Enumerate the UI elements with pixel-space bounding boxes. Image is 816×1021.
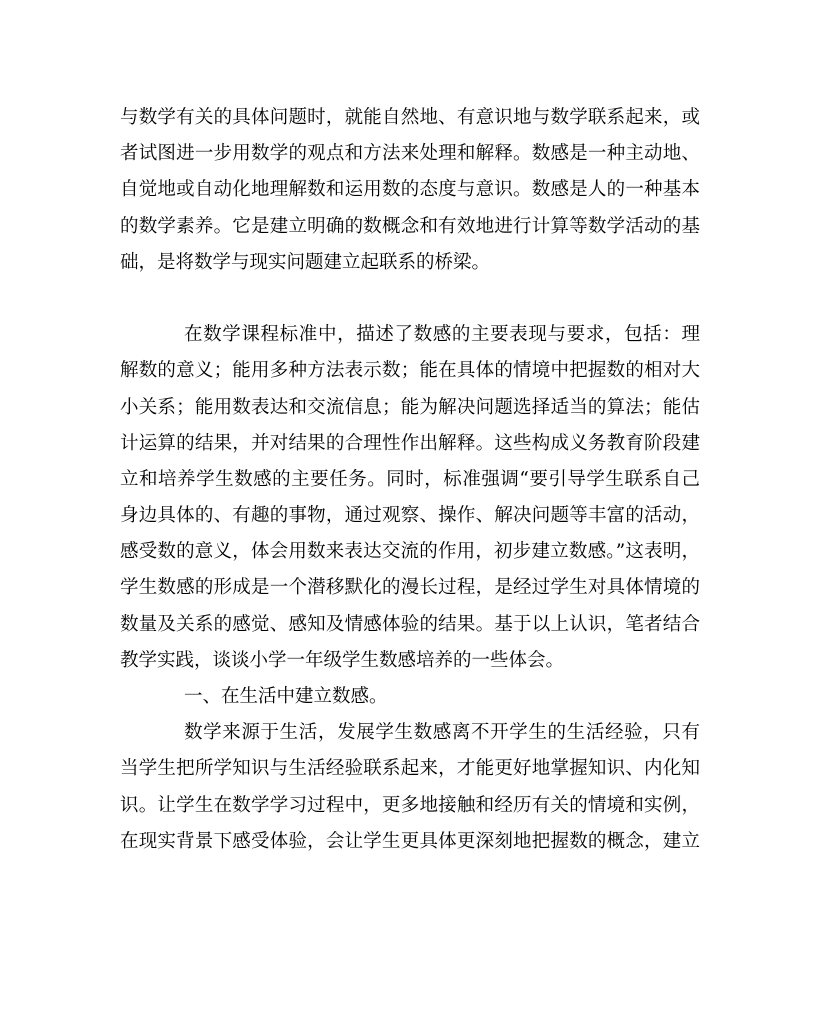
blank-line: [120, 281, 700, 317]
text-line: 身边具体的、有趣的事物，通过观察、操作、解决问题等丰富的活动，: [120, 505, 700, 527]
section-heading: 一、在生活中建立数感。: [184, 686, 388, 707]
text-line: 小关系；能用数表达和交流信息；能为解决问题选择适当的算法；能估: [120, 396, 700, 418]
text-line: 者试图进一步用数学的观点和方法来处理和解释。数感是一种主动地、: [120, 143, 700, 165]
text-line: 当学生把所学知识与生活经验联系起来，才能更好地掌握知识、内化知: [120, 758, 700, 780]
text-line: 础，是将数学与现实问题建立起联系的桥梁。: [120, 251, 491, 273]
text-line: 学生数感的形成是一个潜移默化的漫长过程，是经过学生对具体情境的: [120, 577, 700, 599]
text-line: 立和培养学生数感的主要任务。同时，标准强调“要引导学生联系自己: [120, 468, 700, 490]
text-line: 计运算的结果，并对结果的合理性作出解释。这些构成义务教育阶段建: [120, 432, 700, 454]
text-line: 识。让学生在数学学习过程中，更多地接触和经历有关的情境和实例，: [120, 794, 700, 816]
text-line: 在现实背景下感受体验，会让学生更具体更深刻地把握数的概念，建立: [120, 830, 700, 852]
document-body: [120, 100, 700, 860]
text-line: 自觉地或自动化地理解数和运用数的态度与意识。数感是人的一种基本: [120, 179, 700, 201]
text-line: 教学实践，谈谈小学一年级学生数感培养的一些体会。: [120, 649, 565, 671]
text-line: 与数学有关的具体问题时，就能自然地、有意识地与数学联系起来，或: [120, 107, 700, 128]
text-line: 的数学素养。它是建立明确的数概念和有效地进行计算等数学活动的基: [120, 215, 700, 237]
text-line: 数量及关系的感觉、感知及情感体验的结果。基于以上认识，笔者结合: [120, 613, 700, 635]
text-line: 解数的意义；能用多种方法表示数；能在具体的情境中把握数的相对大: [120, 360, 700, 382]
paragraph-first-line: 在数学课程标准中，描述了数感的主要表现与要求，包括：理: [184, 324, 700, 346]
text-line: 感受数的意义，体会用数来表达交流的作用，初步建立数感。”这表明，: [120, 541, 700, 563]
paragraph-first-line: 数学来源于生活，发展学生数感离不开学生的生活经验，只有: [184, 722, 700, 744]
